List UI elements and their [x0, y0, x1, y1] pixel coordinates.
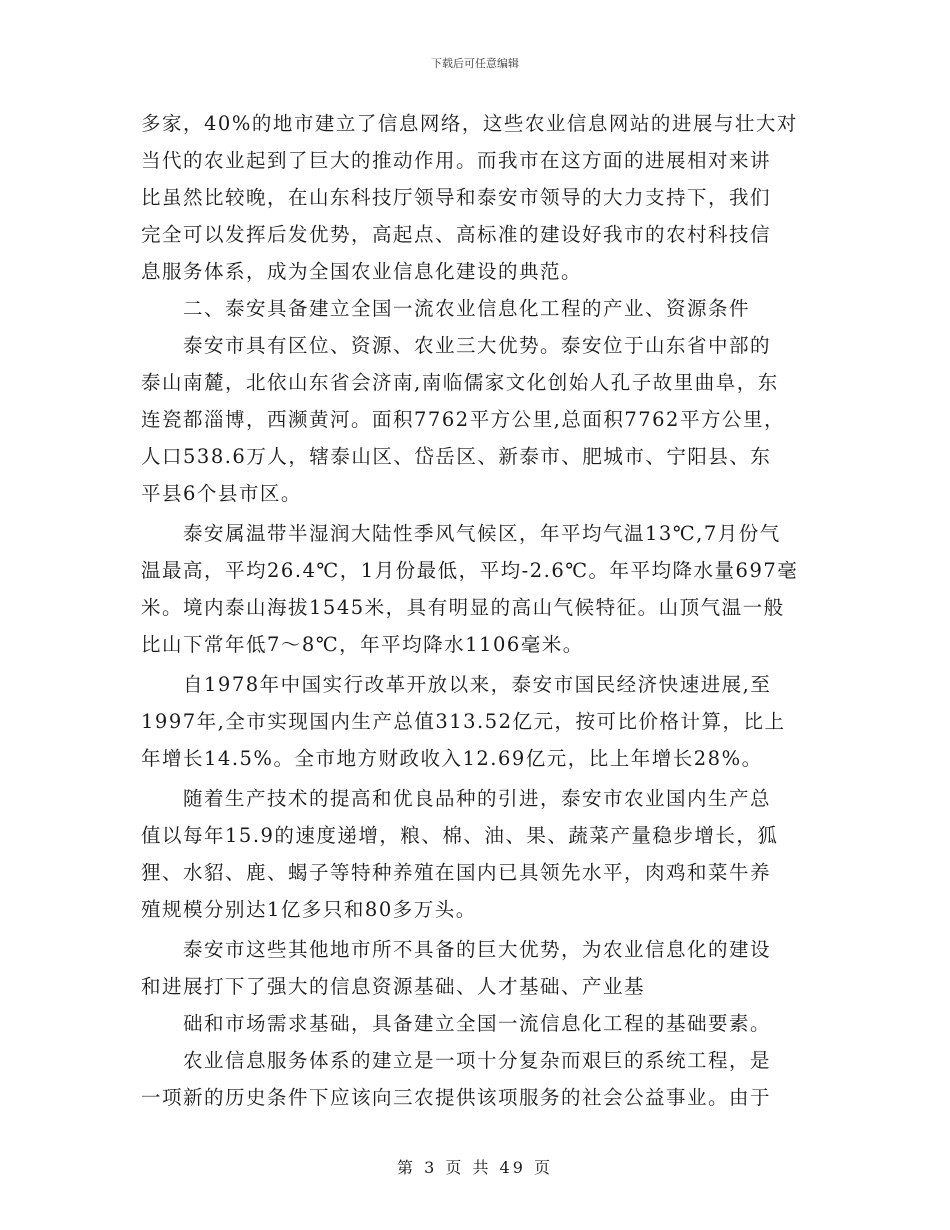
text-line: 狸、水貂、鹿、蝎子等特种养殖在国内已具领先水平，肉鸡和菜牛养: [141, 861, 772, 884]
section-heading: 二、泰安具备建立全国一流农业信息化工程的产业、资源条件: [141, 297, 751, 320]
text-line: 平县6个县市区。: [141, 482, 302, 505]
text-line: 泰山南麓，北依山东省会济南,南临儒家文化创始人孔子故里曲阜，东: [141, 371, 779, 394]
text-line: 年增长14.5%。全市地方财政收入12.69亿元，比上年增长28%。: [141, 747, 763, 770]
text-line: 比虽然比较晚，在山东科技厅领导和泰安市领导的大力支持下，我们: [141, 186, 772, 209]
text-line: 泰安市这些其他地市所不具备的巨大优势，为农业信息化的建设: [141, 938, 772, 961]
text-line: 1997年,全市实现国内生产总值313.52亿元，按可比价格计算，比上: [141, 710, 786, 733]
text-line: 比山下常年低7～8℃，年平均降水1106毫米。: [141, 633, 584, 656]
text-line: 础和市场需求基础，具备建立全国一流信息化工程的基础要素。: [141, 1012, 772, 1035]
text-line: 连瓷都淄博，西濒黄河。面积7762平方公里,总面积7762平方公里，: [141, 408, 785, 431]
text-line: 随着生产技术的提高和优良品种的引进，泰安市农业国内生产总: [141, 787, 772, 810]
text-line: 值以每年15.9的速度递增，粮、棉、油、果、蔬菜产量稳步增长，狐: [141, 824, 779, 847]
text-line: 温最高，平均26.4℃，1月份最低，平均-2.6℃。年平均降水量697毫: [141, 559, 799, 582]
text-line: 多家，40%的地市建立了信息网络，这些农业信息网站的进展与壮大对: [141, 112, 798, 135]
document-body: [141, 105, 811, 1116]
text-line: 人口538.6万人，辖泰山区、岱岳区、新泰市、肥城市、宁阳县、东: [141, 445, 772, 468]
text-line: 米。境内泰山海拔1545米，具有明显的高山气候特征。山顶气温一般: [141, 596, 785, 619]
text-line: 自1978年中国实行改革开放以来，泰安市国民经济快速进展,至: [141, 673, 772, 696]
text-line: 一项新的历史条件下应该向三农提供该项服务的社会公益事业。由于: [141, 1086, 772, 1109]
text-line: 泰安属温带半湿润大陆性季风气候区，年平均气温13℃,7月份气: [141, 522, 781, 545]
text-line: 泰安市具有区位、资源、农业三大优势。泰安位于山东省中部的: [141, 334, 772, 357]
text-line: 完全可以发挥后发优势，高起点、高标准的建设好我市的农村科技信: [141, 223, 772, 246]
text-line: 农业信息服务体系的建立是一项十分复杂而艰巨的系统工程，是: [141, 1049, 772, 1072]
text-line: 当代的农业起到了巨大的推动作用。而我市在这方面的进展相对来讲: [141, 149, 772, 172]
text-line: 息服务体系，成为全国农业信息化建设的典范。: [141, 260, 583, 283]
text-line: 殖规模分别达1亿多只和80多万头。: [141, 898, 477, 921]
page-header: 下载后可任意编辑: [431, 57, 519, 70]
text-line: 和进展打下了强大的信息资源基础、人才基础、产业基: [141, 975, 646, 998]
page-number-footer: 第 3 页 共 49 页: [397, 1158, 553, 1177]
